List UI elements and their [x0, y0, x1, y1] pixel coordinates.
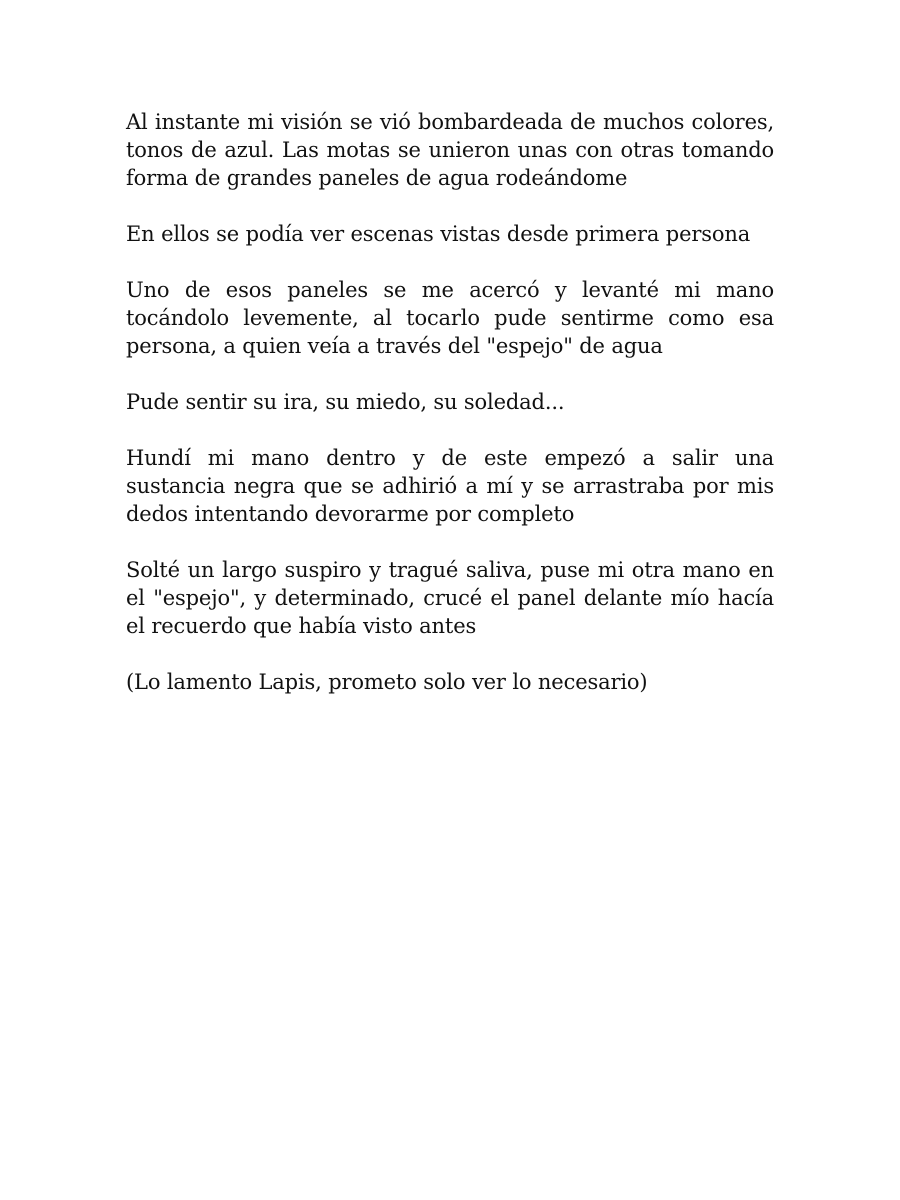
paragraph-4: Pude sentir su ira, su miedo, su soledad...	[126, 390, 565, 414]
paragraph-2: En ellos se podía ver escenas vistas desde primera persona	[126, 222, 751, 246]
paragraph-3: Uno de esos paneles se me acercó y levanté mi mano tocándolo levemente, al tocarlo pude sentirme como esa persona, a quien veía a través del "espejo" de agua	[126, 278, 774, 358]
document-body	[126, 108, 774, 724]
paragraph-6: Solté un largo suspiro y tragué saliva, puse mi otra mano en el "espejo", y determinado, crucé el panel delante mío hacía el recuerdo que había visto antes	[126, 558, 774, 638]
paragraph-5: Hundí mi mano dentro y de este empezó a salir una sustancia negra que se adhirió a mí y se arrastraba por mis dedos intentando devorarme por completo	[126, 446, 774, 526]
paragraph-1: Al instante mi visión se vió bombardeada de muchos colores, tonos de azul. Las motas se unieron unas con otras tomando forma de grandes paneles de agua rodeándome	[126, 110, 774, 190]
paragraph-7: (Lo lamento Lapis, prometo solo ver lo necesario)	[126, 670, 648, 694]
